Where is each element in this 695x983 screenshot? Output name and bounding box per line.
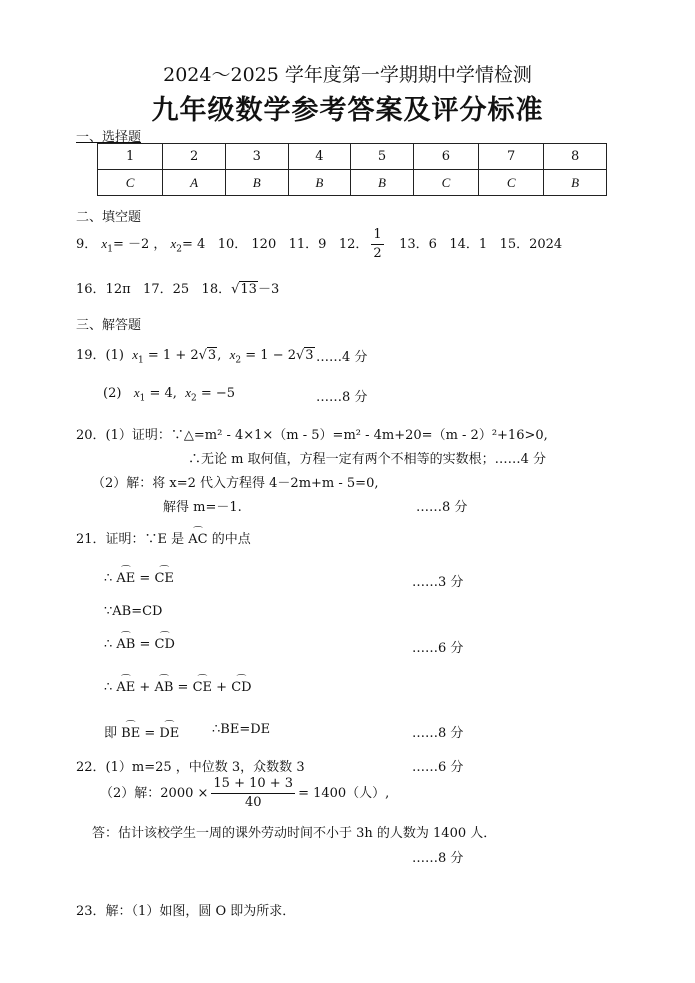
table-cell: C (479, 170, 544, 196)
arc-label: ⌒ AE (116, 680, 135, 695)
q19-2-x1-val: = 4, (149, 386, 177, 401)
q20-2-line2: 解得 m=－1. (163, 500, 242, 515)
var-x1: x (133, 385, 140, 400)
q15: 15．2024 (499, 237, 563, 252)
table-cell: C (413, 170, 478, 196)
therefore: ∴ (104, 571, 117, 586)
table-row-answers (98, 170, 607, 196)
arc-label: ⌒ BE (121, 726, 140, 741)
fill-row-1 (76, 226, 562, 262)
table-cell: 8 (544, 144, 607, 170)
q21-line4 (104, 637, 175, 652)
q9-x1-val: = －2 ， (112, 237, 167, 252)
radicand: 3 (207, 348, 217, 363)
radicand: 3 (305, 348, 314, 363)
var-x2: x (229, 347, 236, 362)
sqrt-icon: √ (231, 282, 240, 297)
therefore: ∴ (104, 637, 117, 652)
equals: = (135, 571, 155, 586)
q19-1-score: ……4 分 (316, 350, 368, 365)
q18-radicand: 13 (240, 282, 257, 297)
table-cell: B (225, 170, 288, 196)
table-cell: 1 (98, 144, 163, 170)
q9-x1: x (101, 236, 108, 251)
q18-label: 18． (201, 282, 232, 297)
table-cell: B (544, 170, 607, 196)
var-sub: 1 (139, 393, 146, 404)
q20-2-score: ……8 分 (416, 500, 468, 515)
fraction-numerator: 1 (371, 226, 383, 245)
fraction-denominator: 40 (244, 795, 262, 810)
q21-text: 的中点 (207, 532, 251, 547)
q19-part1: 19．(1) $x_1 = 1 + 2√3$, $x_2 = 1 - 2√3$ (76, 347, 314, 366)
q11: 11．9 (288, 237, 327, 252)
q21-line5 (104, 680, 252, 695)
q19-part2 (103, 385, 235, 404)
arc-label: ⌒ AB (154, 680, 173, 695)
q22-fraction (211, 775, 295, 812)
q19-1-x2-val: = 1 − 2 (245, 348, 296, 363)
q22-2-text: （2）解：2000 × (100, 786, 209, 801)
answer-table (97, 143, 607, 196)
table-cell: 7 (479, 144, 544, 170)
arc-label: ⌒ CE (193, 680, 212, 695)
q20-2-line1: （2）解：将 x=2 代入方程得 4－2m+m - 5=0, (92, 476, 379, 491)
q21-line2 (104, 571, 174, 586)
q9-x1-sub: 1 (107, 244, 113, 255)
table-cell: A (163, 170, 226, 196)
q19-1-label: 19．(1) (76, 348, 124, 363)
table-cell: B (351, 170, 414, 196)
q20-1-line2: ∴无论 m 取何值，方程一定有两个不相等的实数根；……4 分 (188, 452, 546, 467)
arc-label: ⌒ CE (154, 571, 173, 586)
var-sub: 2 (190, 393, 197, 404)
arc-label: ⌒ CD (155, 637, 175, 652)
q22-answer: 答：估计该校学生一周的课外劳动时间不小于 3h 的人数为 1400 人． (92, 826, 497, 841)
section-title-fill: 二、填空题 (76, 210, 142, 225)
q21-score-6: ……6 分 (412, 641, 464, 656)
q14: 14．1 (449, 237, 488, 252)
section-title-choice: 一、选择题 (76, 130, 142, 145)
q20-1-line1: 20．(1）证明：∵△=m² - 4×1×（m - 5）=m² - 4m+20=（m - 2）²+16>0, (76, 428, 548, 443)
arc-label: ⌒ AC (188, 532, 207, 547)
q21-conclusion: ∴BE=DE (212, 722, 271, 737)
q19-2-x2-val: = −5 (200, 386, 236, 401)
equals: = (135, 637, 155, 652)
q21-line3: ∵AB=CD (104, 604, 163, 619)
section-title-solve: 三、解答题 (76, 318, 142, 333)
var-x1: x (132, 347, 139, 362)
plus: + (212, 680, 232, 695)
table-cell: 6 (413, 144, 478, 170)
q9-x2-val: = 4 (182, 237, 206, 252)
header-line1: 2024～2025 学年度第一学期期中学情检测 (163, 64, 532, 86)
arc-label: ⌒ DE (159, 726, 179, 741)
q19-1-x1-val: = 1 + 2 (147, 348, 199, 363)
q16: 16．12π (76, 282, 131, 297)
q22-score-6: ……6 分 (412, 760, 464, 775)
q22-score-8: ……8 分 (412, 851, 464, 866)
q21-line6 (104, 722, 179, 741)
table-cell: C (98, 170, 163, 196)
q12-label: 12． (338, 237, 369, 252)
table-cell: 4 (288, 144, 351, 170)
q13: 13．6 (399, 237, 437, 252)
var-sub: 1 (138, 355, 144, 366)
q9-x2: x (170, 236, 177, 251)
q22-2-result: = 1400（人）, (298, 786, 390, 801)
q17: 17．25 (143, 282, 190, 297)
table-cell: B (288, 170, 351, 196)
q9-x2-sub: 2 (176, 244, 183, 255)
q21-score-8: ……8 分 (412, 726, 464, 741)
q18-rest: －3 (257, 282, 280, 297)
q12-fraction (371, 226, 383, 263)
q10: 10． 120 (217, 237, 277, 252)
table-cell: 5 (351, 144, 414, 170)
table-cell: 3 (225, 144, 288, 170)
var-x2: x (185, 385, 191, 400)
q21-line1 (76, 528, 251, 547)
fraction-numerator: 15 + 10 + 3 (211, 775, 295, 794)
q19-2-label: (2) (103, 386, 122, 401)
q23: 23．解：（1）如图，圆 O 即为所求． (76, 904, 296, 919)
fraction-denominator: 2 (373, 246, 382, 261)
table-row-numbers (98, 144, 607, 170)
q21-score-3: ……3 分 (412, 575, 464, 590)
arc-label: ⌒ AB (116, 637, 135, 652)
q9-label: 9． (76, 237, 98, 252)
q21-text: 21．证明：∵E 是 (76, 532, 189, 547)
namely: 即 (104, 726, 122, 741)
q22-part2 (100, 774, 389, 814)
arc-label: ⌒ CD (231, 680, 251, 695)
page-title: 九年级数学参考答案及评分标准 (151, 95, 544, 126)
q19-2-score: ……8 分 (316, 390, 368, 405)
table-cell: 2 (163, 144, 226, 170)
arc-label: ⌒ AE (116, 571, 135, 586)
fill-row-2 (76, 278, 279, 297)
equals: = (173, 680, 193, 695)
therefore: ∴ (104, 680, 117, 695)
equals: = (140, 726, 160, 741)
sqrt-icon: √ (296, 348, 305, 363)
sqrt-icon: √ (198, 348, 207, 363)
plus: + (135, 680, 155, 695)
q22-part1: 22．(1）m=25 ，中位数 3，众数数 3 (76, 760, 305, 775)
var-sub: 2 (235, 355, 242, 366)
